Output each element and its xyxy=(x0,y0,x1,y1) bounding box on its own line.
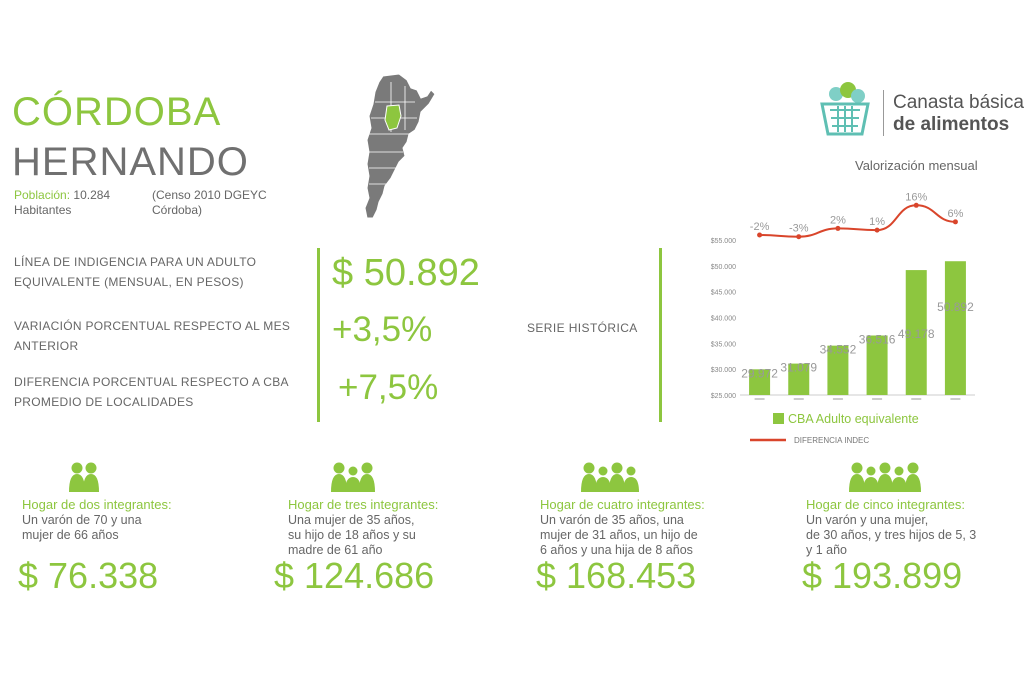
legend-bar-swatch xyxy=(773,413,784,424)
household-desc-line: madre de 61 año xyxy=(288,543,383,557)
household-price-2: $ 76.338 xyxy=(18,555,159,596)
household-title-2: Hogar de dos integrantes: xyxy=(22,497,172,512)
line-label-5: 6% xyxy=(947,207,964,220)
line-point-4 xyxy=(914,203,919,208)
legend-bar-label: CBA Adulto equivalente xyxy=(788,412,919,426)
bar-label-2: 34.552 xyxy=(819,342,857,357)
province-title: CÓRDOBA xyxy=(12,90,222,134)
line-label-1: -3% xyxy=(788,222,809,235)
y-tick-label: $45.000 xyxy=(710,289,736,297)
y-tick-label: $35.000 xyxy=(710,341,736,349)
x-tick-0 xyxy=(755,398,765,400)
history-chart xyxy=(690,180,1020,460)
metric-label-variacion: VARIACIÓN PORCENTUAL RESPECTO AL MES ANTERIOR xyxy=(14,319,291,353)
four-people-icon xyxy=(580,460,646,499)
household-desc-4 xyxy=(540,513,698,558)
x-tick-5 xyxy=(950,398,960,400)
locality-title: HERNANDO xyxy=(12,140,249,184)
line-label-3: 1% xyxy=(869,216,886,229)
census-note: (Censo 2010 DGEYC Córdoba) xyxy=(152,188,267,217)
household-desc-line: de 30 años, y tres hijos de 5, 3 xyxy=(806,528,977,542)
legend-line-label: DIFERENCIA INDEC xyxy=(794,436,870,445)
bar-label-4: 49.178 xyxy=(897,327,935,342)
metric-label-indigencia: LÍNEA DE INDIGENCIA PARA UN ADULTO EQUIVALENTE (MENSUAL, EN PESOS) xyxy=(14,255,257,289)
x-tick-1 xyxy=(794,398,804,400)
bar-label-5: 50.892 xyxy=(937,300,974,315)
x-tick-2 xyxy=(833,398,843,400)
y-tick-label: $25.000 xyxy=(710,393,736,400)
line-point-1 xyxy=(796,234,801,239)
serie-historica-label: SERIE HISTÓRICA xyxy=(527,321,638,335)
household-desc-line: mujer de 31 años, un hijo de xyxy=(540,528,698,542)
line-point-2 xyxy=(835,226,840,231)
household-desc-3 xyxy=(288,513,416,558)
bar-5 xyxy=(945,261,966,395)
household-price-4: $ 168.453 xyxy=(536,555,697,596)
logo-line1: Canasta básica xyxy=(893,92,1024,113)
line-label-4: 16% xyxy=(905,191,928,204)
household-title-5: Hogar de cinco integrantes: xyxy=(806,497,965,512)
logo-text xyxy=(893,92,1024,136)
metric-value-variacion: +3,5% xyxy=(332,310,433,349)
household-desc-line: Un varón y una mujer, xyxy=(806,513,929,527)
household-desc-line: mujer de 66 años xyxy=(22,528,119,542)
household-price-3: $ 124.686 xyxy=(274,555,435,596)
line-point-5 xyxy=(953,219,958,224)
two-people-icon xyxy=(68,460,106,499)
household-desc-line: y 1 año xyxy=(806,543,848,557)
line-point-0 xyxy=(757,233,762,238)
three-people-icon xyxy=(330,460,382,499)
line-label-0: -2% xyxy=(749,221,770,234)
household-desc-line: su hijo de 18 años y su xyxy=(288,528,416,542)
bar-label-0: 29.972 xyxy=(741,366,778,381)
divider-left xyxy=(317,248,320,422)
household-title-3: Hogar de tres integrantes: xyxy=(288,497,439,512)
household-desc-5 xyxy=(806,513,976,558)
population-value: 10.284 xyxy=(73,188,111,202)
household-title-4: Hogar de cuatro integrantes: xyxy=(540,497,705,512)
y-tick-label: $40.000 xyxy=(710,315,736,323)
household-desc-2 xyxy=(22,513,142,543)
household-desc-line: Una mujer de 35 años, xyxy=(288,513,415,527)
household-desc-line: Un varón de 35 años, una xyxy=(540,513,684,527)
chart-title: Valorización mensual xyxy=(855,158,978,173)
x-tick-3 xyxy=(872,398,882,400)
basket-icon xyxy=(818,80,872,138)
household-desc-line: Un varón de 70 y una xyxy=(22,513,142,527)
y-tick-label: $55.000 xyxy=(710,238,736,245)
metric-label-diferencia: DIFERENCIA PORCENTUAL RESPECTO A CBA PROMEDIO DE LOCALIDADES xyxy=(14,375,289,409)
population-unit: Habitantes xyxy=(14,203,72,217)
divider-right xyxy=(659,248,662,422)
argentina-map-icon xyxy=(355,72,445,222)
household-desc-line: 6 años y una hija de 8 años xyxy=(540,543,693,557)
logo-line2: de alimentos xyxy=(893,114,1010,135)
population-label: Población: xyxy=(14,188,71,202)
population-info xyxy=(14,188,134,218)
x-tick-4 xyxy=(911,398,921,400)
metric-value-diferencia: +7,5% xyxy=(338,368,439,407)
bar-label-1: 31.079 xyxy=(780,360,818,375)
line-label-2: 2% xyxy=(829,214,846,227)
logo-separator xyxy=(883,90,884,136)
y-tick-label: $50.000 xyxy=(710,263,736,271)
household-price-5: $ 193.899 xyxy=(802,555,963,596)
metric-value-indigencia: $ 50.892 xyxy=(332,252,480,294)
y-tick-label: $30.000 xyxy=(710,367,736,375)
line-point-3 xyxy=(875,228,880,233)
five-people-icon xyxy=(848,460,928,499)
bar-label-3: 36.516 xyxy=(858,332,896,347)
